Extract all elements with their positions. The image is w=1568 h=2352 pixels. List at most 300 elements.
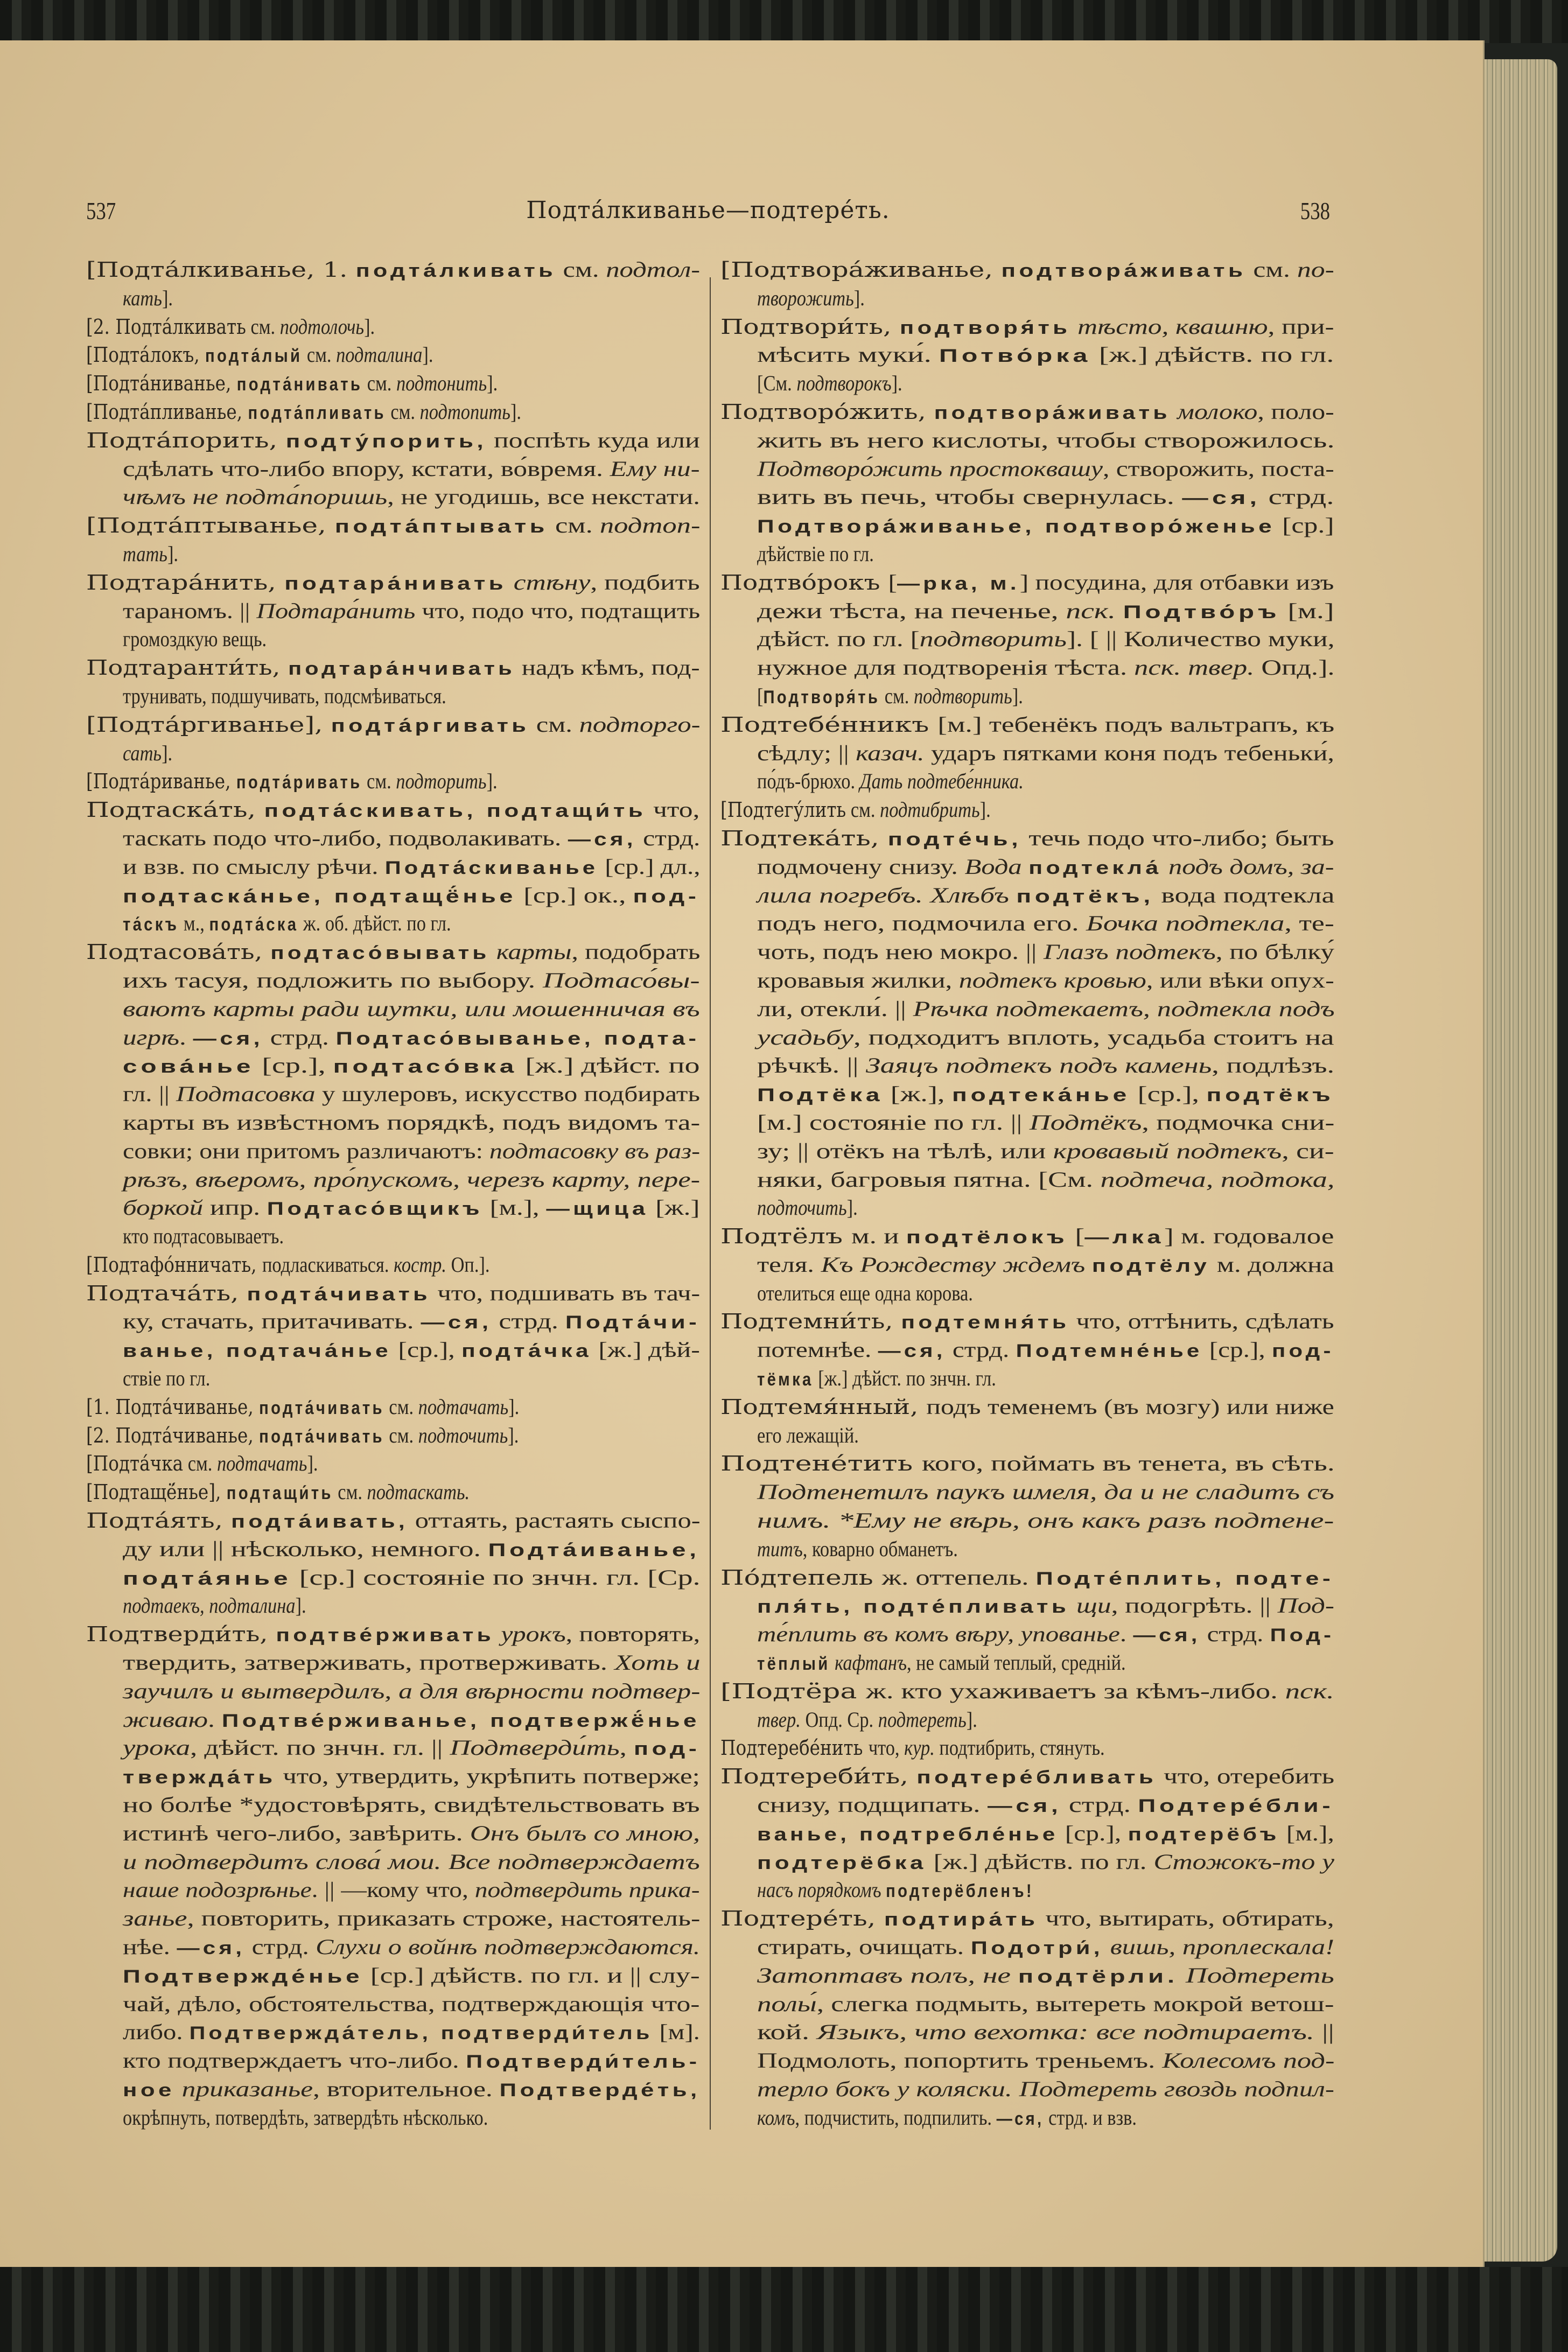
bold-form: Под-	[1270, 1625, 1335, 1646]
line-text	[757, 967, 1334, 995]
plain-text: сѣдлу; ||	[757, 740, 856, 765]
italic-example: кать	[123, 285, 162, 310]
italic-example: подторго-	[579, 712, 701, 737]
entry-line	[86, 1706, 700, 1734]
line-text	[757, 881, 1334, 911]
bold-form: ное	[123, 2080, 175, 2101]
bold-form: тёплый	[757, 1654, 830, 1675]
bold-form: подтвора́живать	[934, 402, 1171, 423]
plain-text: [м].	[653, 2020, 700, 2045]
bold-form: —ся,	[568, 829, 636, 850]
line-text	[757, 654, 1334, 682]
line-text	[757, 1962, 1334, 1991]
line-text	[86, 1422, 519, 1451]
entry-line	[86, 2018, 700, 2047]
entry-line	[720, 1649, 1334, 1677]
plain-text	[1116, 599, 1123, 623]
plain-text: ].	[487, 371, 498, 396]
plain-text: ]. [ || Количество муки,	[1066, 627, 1335, 652]
plain-text: Опд.].	[1254, 655, 1335, 680]
plain-text: ].	[966, 1707, 977, 1732]
italic-example: Дать подтебе́нника.	[859, 769, 1024, 794]
entry-line	[86, 1535, 700, 1564]
line-text	[123, 1336, 700, 1366]
bold-form: —ся,	[193, 1028, 263, 1049]
italic-example: подтеча, подтока,	[1100, 1167, 1335, 1192]
plain-text	[175, 2077, 182, 2101]
plain-text: что,	[646, 797, 700, 822]
entry-line	[86, 1052, 700, 1080]
line-text	[86, 1507, 701, 1536]
entry-line	[720, 1166, 1334, 1194]
bold-form: —ся,	[878, 1341, 946, 1362]
entry-line	[720, 1364, 1334, 1393]
italic-example: Подтворо́жить простоквашу	[757, 456, 1103, 481]
italic-example: насъ порядкомъ	[757, 1878, 881, 1902]
italic-example: подтонить	[396, 371, 487, 396]
entry-line	[720, 967, 1334, 995]
line-text	[123, 1137, 700, 1166]
line-text	[123, 1364, 210, 1393]
entry-line	[86, 1962, 700, 1990]
plain-text: м.,	[179, 911, 209, 936]
plain-text: ипр.	[203, 1195, 267, 1220]
plain-text: см.	[246, 314, 280, 339]
bold-form: подтека́нье	[951, 1085, 1131, 1106]
plain-text: см.	[333, 1480, 367, 1504]
plain-text: течь подо что-либо; быть	[1021, 825, 1334, 850]
headword: [1. Подта́чиванье,	[86, 1395, 260, 1419]
entry-line-head	[720, 313, 1334, 341]
entry-line-head	[86, 938, 700, 967]
plain-text: подтибрить, стянуть.	[934, 1735, 1105, 1760]
plain-text	[494, 1622, 501, 1646]
plain-text: , слегка подмыть, вытереть мокрой ветош-	[816, 1991, 1334, 2016]
entry-line	[720, 1962, 1334, 1990]
line-text	[757, 369, 902, 398]
italic-example: Под-	[1277, 1593, 1334, 1618]
bold-form: —лка	[1084, 1227, 1165, 1248]
headword: Подтеребе́нить	[720, 1736, 869, 1760]
italic-example: терло бокъ у коляски. Подтереть гвоздь подпил-	[757, 2077, 1335, 2101]
entry-line	[720, 767, 1334, 796]
line-text	[123, 682, 446, 711]
bold-form: —ся,	[177, 1938, 246, 1959]
line-text	[123, 455, 700, 484]
headword: Подтека́ть,	[720, 826, 888, 850]
headword: [Подта́ниванье,	[86, 372, 237, 396]
entry-line	[86, 455, 700, 484]
plain-text: что, подшивать въ тач-	[430, 1280, 701, 1305]
plain-text: стрд. и взв.	[1044, 2105, 1137, 2130]
italic-example: молоко	[1177, 399, 1258, 424]
entry-line-head	[720, 1677, 1334, 1706]
plain-text: , подбить	[590, 570, 700, 594]
italic-example: карты	[496, 940, 572, 964]
italic-example: подтасовку въ раз-	[489, 1138, 701, 1163]
plain-text: см.	[183, 1451, 217, 1476]
headword: [2. Подта́лкивать	[86, 314, 246, 339]
italic-example: подтереть	[878, 1707, 967, 1732]
line-text	[720, 398, 1334, 428]
headword: [Подта́локъ,	[86, 343, 206, 367]
plain-text: снизу, подщипать.	[757, 1793, 988, 1817]
bold-form: подта́янье	[123, 1568, 292, 1589]
italic-example: подтолочь	[279, 314, 365, 339]
line-text	[720, 1677, 1334, 1706]
line-text	[123, 1535, 700, 1565]
italic-example: подторить	[396, 769, 487, 794]
italic-example: Къ Рождеству ждемъ	[821, 1252, 1086, 1277]
plain-text: стрд.	[1061, 1793, 1138, 1817]
line-text	[123, 1706, 700, 1735]
running-head-title: Подта́лкиванье—подтере́ть.	[526, 197, 890, 224]
bold-form: подта́ивать,	[231, 1511, 409, 1532]
plain-text: ] посудина, для отбавки изъ	[1019, 570, 1334, 594]
line-text	[123, 1109, 700, 1137]
bold-form: подта́лкивать	[355, 261, 556, 281]
entry-line	[86, 881, 700, 910]
line-text	[757, 1364, 996, 1394]
line-text	[86, 796, 699, 825]
plain-text	[1011, 1963, 1018, 1987]
bold-form: Подта́скиванье	[384, 857, 599, 878]
italic-example: и подтвердитъ слова́ мои. Все подтверждаетъ	[123, 1849, 700, 1874]
plain-text: , подходитъ вплоть, усадьба стоитъ на	[853, 1025, 1334, 1049]
bold-form: ванье, подтребле́нье	[757, 1824, 1059, 1845]
entry-line	[720, 1791, 1334, 1819]
plain-text: кого, поймать въ тенета, въ сѣть.	[921, 1451, 1335, 1476]
entry-line	[720, 1848, 1334, 1877]
plain-text: см.	[1246, 257, 1297, 282]
plain-text: см.	[529, 712, 579, 737]
plain-text: [ср.],	[391, 1338, 462, 1362]
line-text	[720, 1762, 1334, 1792]
bold-form: Потво́рка	[939, 346, 1091, 367]
plain-text: стрд.	[946, 1338, 1016, 1362]
headword: [Подтёра	[720, 1679, 866, 1703]
line-text	[757, 540, 874, 569]
entry-line	[720, 1819, 1334, 1848]
plain-text: см.	[384, 1394, 418, 1419]
italic-example: подтаскать.	[367, 1480, 470, 1504]
italic-example: ваютъ карты ради шутки, или мошенничая въ	[123, 996, 700, 1021]
entry-line	[720, 2104, 1334, 2132]
line-text	[123, 1933, 700, 1963]
italic-example: Заяцъ подтекъ подъ камень	[865, 1053, 1212, 1078]
entry-line	[720, 995, 1334, 1024]
entry-line	[86, 1734, 700, 1762]
headword: [Подта́ргиванье],	[86, 712, 331, 737]
line-text	[123, 1876, 700, 1905]
line-text	[86, 369, 498, 399]
plain-text: ударъ пятками коня подъ тебеньки́,	[924, 740, 1334, 765]
line-text	[720, 569, 1334, 598]
entry-line	[720, 1592, 1334, 1620]
line-text	[720, 711, 1334, 739]
italic-example: Подтасо́вы-	[542, 968, 700, 992]
plain-text: [ж.] дѣй-	[591, 1338, 700, 1362]
bold-form: сова́нье	[123, 1056, 255, 1077]
entry-line-head	[720, 1307, 1334, 1336]
line-text	[757, 2104, 1137, 2133]
line-text	[757, 938, 1334, 967]
italic-example: наше подозрѣнье	[123, 1878, 312, 1902]
line-text	[123, 909, 451, 939]
headword: Подтво́рокъ	[720, 570, 888, 594]
italic-example: Вода	[964, 854, 1022, 879]
bold-form: Подтво́ръ	[1123, 601, 1280, 622]
plain-text: см.	[384, 1423, 418, 1447]
line-text	[123, 1677, 700, 1706]
line-text	[757, 1592, 1334, 1621]
entry-line	[86, 1791, 700, 1819]
entry-line	[86, 682, 700, 711]
plain-text: , поло-	[1257, 399, 1334, 424]
plain-text: [	[757, 683, 764, 708]
plain-text: ] м. годовалое	[1164, 1224, 1334, 1249]
line-text	[123, 1962, 700, 1991]
bold-form: Подтве́рживанье, подтвержё́нье	[221, 1710, 700, 1731]
bold-form: подта́чивать	[259, 1397, 384, 1418]
entry-line	[720, 1137, 1334, 1166]
italic-example: рѣзъ, вѣеромъ, про́пускомъ, черезъ карту, пере-	[123, 1167, 701, 1192]
entry-line	[86, 1336, 700, 1364]
entry-line	[720, 1706, 1334, 1734]
bold-form: Подтвора́живанье, подтворо́женье	[757, 516, 1276, 537]
italic-example: подтопить	[419, 399, 510, 424]
plain-text: .	[1119, 1622, 1133, 1647]
line-text	[757, 1535, 958, 1564]
plain-text: надъ кѣмъ, под-	[515, 655, 700, 680]
plain-text: стрд.	[245, 1935, 316, 1959]
line-text	[757, 2075, 1334, 2104]
background-bottom	[0, 2267, 1568, 2352]
running-head	[86, 197, 1330, 229]
italic-example: тать	[123, 541, 167, 566]
plain-text: зу; || отёкъ на тѣлѣ, или	[757, 1138, 1053, 1163]
bold-form: подтёкъ	[1206, 1085, 1334, 1106]
column-left	[86, 256, 700, 2132]
italic-example: заучилъ и вытвердилъ, а для вѣрности подтвер-	[123, 1678, 701, 1703]
entry-line	[86, 1080, 700, 1109]
plain-text: ].	[508, 1423, 519, 1447]
headword: По́дтепель	[720, 1565, 882, 1590]
plain-text: совки; они притомъ различаютъ:	[123, 1138, 489, 1163]
plain-text: .	[208, 1707, 222, 1732]
bold-form: подтаска́нье, подтащё́нье	[123, 886, 516, 907]
line-text	[757, 682, 1023, 712]
plain-text: см.	[556, 257, 606, 282]
bold-form: Подтверди́тель-	[466, 2052, 701, 2073]
line-text	[86, 1450, 318, 1478]
entry-line-head	[86, 1620, 700, 1649]
plain-text: громоздкую вещь.	[123, 627, 267, 652]
line-text	[86, 512, 700, 541]
line-text	[757, 1137, 1334, 1166]
italic-example: подтачать	[216, 1451, 307, 1476]
entry-line-head	[720, 824, 1334, 853]
italic-example: кафтанъ	[835, 1650, 907, 1675]
entry-line	[720, 540, 1334, 569]
line-text	[720, 796, 991, 824]
italic-example: те́плить въ комъ вѣру, упованье	[757, 1622, 1120, 1647]
plain-text: см.	[362, 769, 396, 794]
entry-line	[86, 1137, 700, 1166]
line-text	[86, 938, 700, 968]
entry-line	[86, 1649, 700, 1677]
italic-example: Стожокъ-то у	[1153, 1849, 1335, 1874]
plain-text	[1070, 314, 1077, 339]
plain-text: , подчистить, подпилить.	[795, 2105, 997, 2130]
headword: Подтебе́нникъ	[720, 712, 938, 737]
bold-form: тёмка	[757, 1369, 814, 1390]
book-page	[0, 40, 1485, 2267]
bold-form: та́скъ	[123, 914, 179, 935]
italic-example: подтворокъ	[796, 371, 892, 396]
bold-form: подтёкъ,	[1016, 886, 1154, 907]
plain-text: см.	[880, 683, 914, 708]
entry-line	[720, 455, 1334, 484]
entry-line	[720, 341, 1334, 369]
bold-form: пля́ть, подте́пливать	[757, 1597, 1070, 1618]
entry-line-head	[720, 569, 1334, 597]
italic-example: подталина	[336, 342, 423, 367]
entry-line-head	[86, 1478, 700, 1507]
bold-form: подта́лый	[205, 346, 303, 367]
bold-form: Подтасо́выванье, подта-	[335, 1028, 700, 1049]
line-text	[757, 1024, 1334, 1052]
bold-form: Подтвержда́тель, подтверди́тель	[189, 2023, 653, 2044]
line-text	[757, 1109, 1334, 1137]
line-text	[86, 1620, 700, 1650]
headword: Подтворо́жить,	[720, 400, 934, 424]
line-text	[757, 995, 1335, 1024]
plain-text: , повторять,	[565, 1622, 701, 1647]
headword: Подтере́ть,	[720, 1907, 884, 1931]
bold-form: подта́чивать	[259, 1426, 384, 1447]
entry-line	[86, 1307, 700, 1336]
plain-text: стрд.	[263, 1025, 336, 1049]
plain-text: няки, багровыя пятна. [См.	[757, 1167, 1101, 1192]
bold-form: подтемня́ть	[901, 1312, 1070, 1333]
plain-text: ж. оттепель.	[881, 1565, 1036, 1590]
entry-line	[720, 881, 1334, 910]
plain-text: дѣйст. по гл. [	[757, 627, 920, 652]
headword: Подтара́нить,	[86, 570, 285, 594]
bold-form: подта́пливать	[248, 402, 386, 423]
plain-text: мѣсить муки́.	[757, 342, 940, 367]
entry-line	[86, 1848, 700, 1877]
entry-line	[720, 597, 1334, 626]
bold-form: Подтере́бли-	[1138, 1796, 1334, 1817]
bold-form: подте́чь,	[887, 829, 1022, 850]
entry-line	[86, 1876, 700, 1905]
plain-text: и взв. по смыслу рѣчи.	[123, 854, 385, 879]
entry-line-head	[86, 512, 700, 540]
entry-line-head	[86, 767, 700, 796]
entry-line	[720, 909, 1334, 938]
entry-line	[86, 1990, 700, 2019]
plain-text	[1085, 1252, 1092, 1277]
bold-form: подтерёбъ	[1128, 1824, 1280, 1845]
plain-text: ].	[486, 769, 498, 794]
entry-line	[720, 938, 1334, 967]
bold-form: подтере́бливать	[916, 1767, 1157, 1788]
entry-line-head	[86, 341, 700, 369]
plain-text: стрд.	[636, 825, 701, 850]
entry-line-head	[86, 1422, 700, 1450]
bold-form: Подтверде́ть,	[499, 2080, 701, 2101]
plain-text: ж. кто ухаживаетъ за кѣмъ-либо.	[865, 1678, 1285, 1703]
plain-text: , подлѣзъ.	[1212, 1053, 1335, 1078]
plain-text	[881, 1878, 886, 1902]
entry-line-head	[720, 1905, 1334, 1933]
plain-text: [ср.],	[1058, 1821, 1128, 1845]
plain-text: карты въ извѣстномъ порядкѣ, подъ видомъ та-	[123, 1110, 701, 1135]
line-text	[757, 341, 1334, 370]
bold-form: —ся,	[421, 1312, 492, 1333]
line-text	[123, 1848, 700, 1877]
italic-example: приказанье	[181, 2077, 313, 2101]
entry-line	[86, 967, 700, 995]
italic-example: урокъ	[501, 1622, 566, 1647]
line-text	[86, 711, 700, 740]
line-text	[757, 1876, 1034, 1906]
plain-text: [м.] тебенёкъ подъ вальтрапъ, къ	[937, 712, 1335, 737]
entry-line	[720, 369, 1334, 398]
entry-line-head	[86, 1279, 700, 1308]
line-text	[757, 2047, 1334, 2075]
italic-example: казач.	[856, 740, 925, 765]
plain-text: [	[1068, 1224, 1085, 1249]
line-text	[757, 739, 1334, 768]
plain-text: подъ теменемъ (въ мозгу) или ниже	[926, 1394, 1334, 1419]
bold-form: Подтворя́ть	[763, 687, 880, 708]
plain-text: твердить, затверживать, протверживать.	[123, 1650, 615, 1675]
italic-example: вишь, проплескала!	[1110, 1935, 1334, 1959]
entry-line	[720, 1990, 1334, 2019]
plain-text: ].	[508, 1394, 520, 1419]
bold-form: подтвора́живать	[1001, 261, 1247, 281]
plain-text: [ж.] дѣйств. по гл.	[926, 1849, 1154, 1874]
plain-text: кой.	[757, 2020, 817, 2045]
line-text	[123, 1990, 699, 2019]
italic-example: сать	[123, 740, 162, 765]
line-text	[720, 1307, 1334, 1337]
plain-text: [	[888, 570, 897, 594]
line-text	[123, 2075, 701, 2105]
bold-form: подтве́рживать	[276, 1625, 494, 1646]
line-text	[123, 1080, 700, 1109]
bold-form: подта́чивать	[247, 1284, 431, 1305]
line-text	[123, 1564, 701, 1593]
line-text	[720, 1450, 1335, 1478]
plain-text: таскать подо что-либо, подволакивать.	[123, 825, 568, 850]
entry-line	[720, 1024, 1334, 1052]
plain-text: [ср.] состояніе по знчн. гл. [Ср.	[291, 1565, 701, 1590]
italic-example: стѣну	[513, 570, 591, 594]
plain-text: кровавыя жилки,	[757, 968, 959, 992]
line-text	[123, 2018, 700, 2048]
plain-text: ].	[295, 1593, 306, 1618]
italic-example: титъ	[757, 1536, 803, 1561]
plain-text: ли, отекли́. ||	[757, 996, 913, 1021]
plain-text: , вторительное.	[313, 2077, 500, 2101]
plain-text: , по бѣлку́	[1215, 940, 1334, 964]
entry-line	[720, 1336, 1334, 1364]
bold-form: Подте́плить, подте-	[1035, 1568, 1334, 1589]
